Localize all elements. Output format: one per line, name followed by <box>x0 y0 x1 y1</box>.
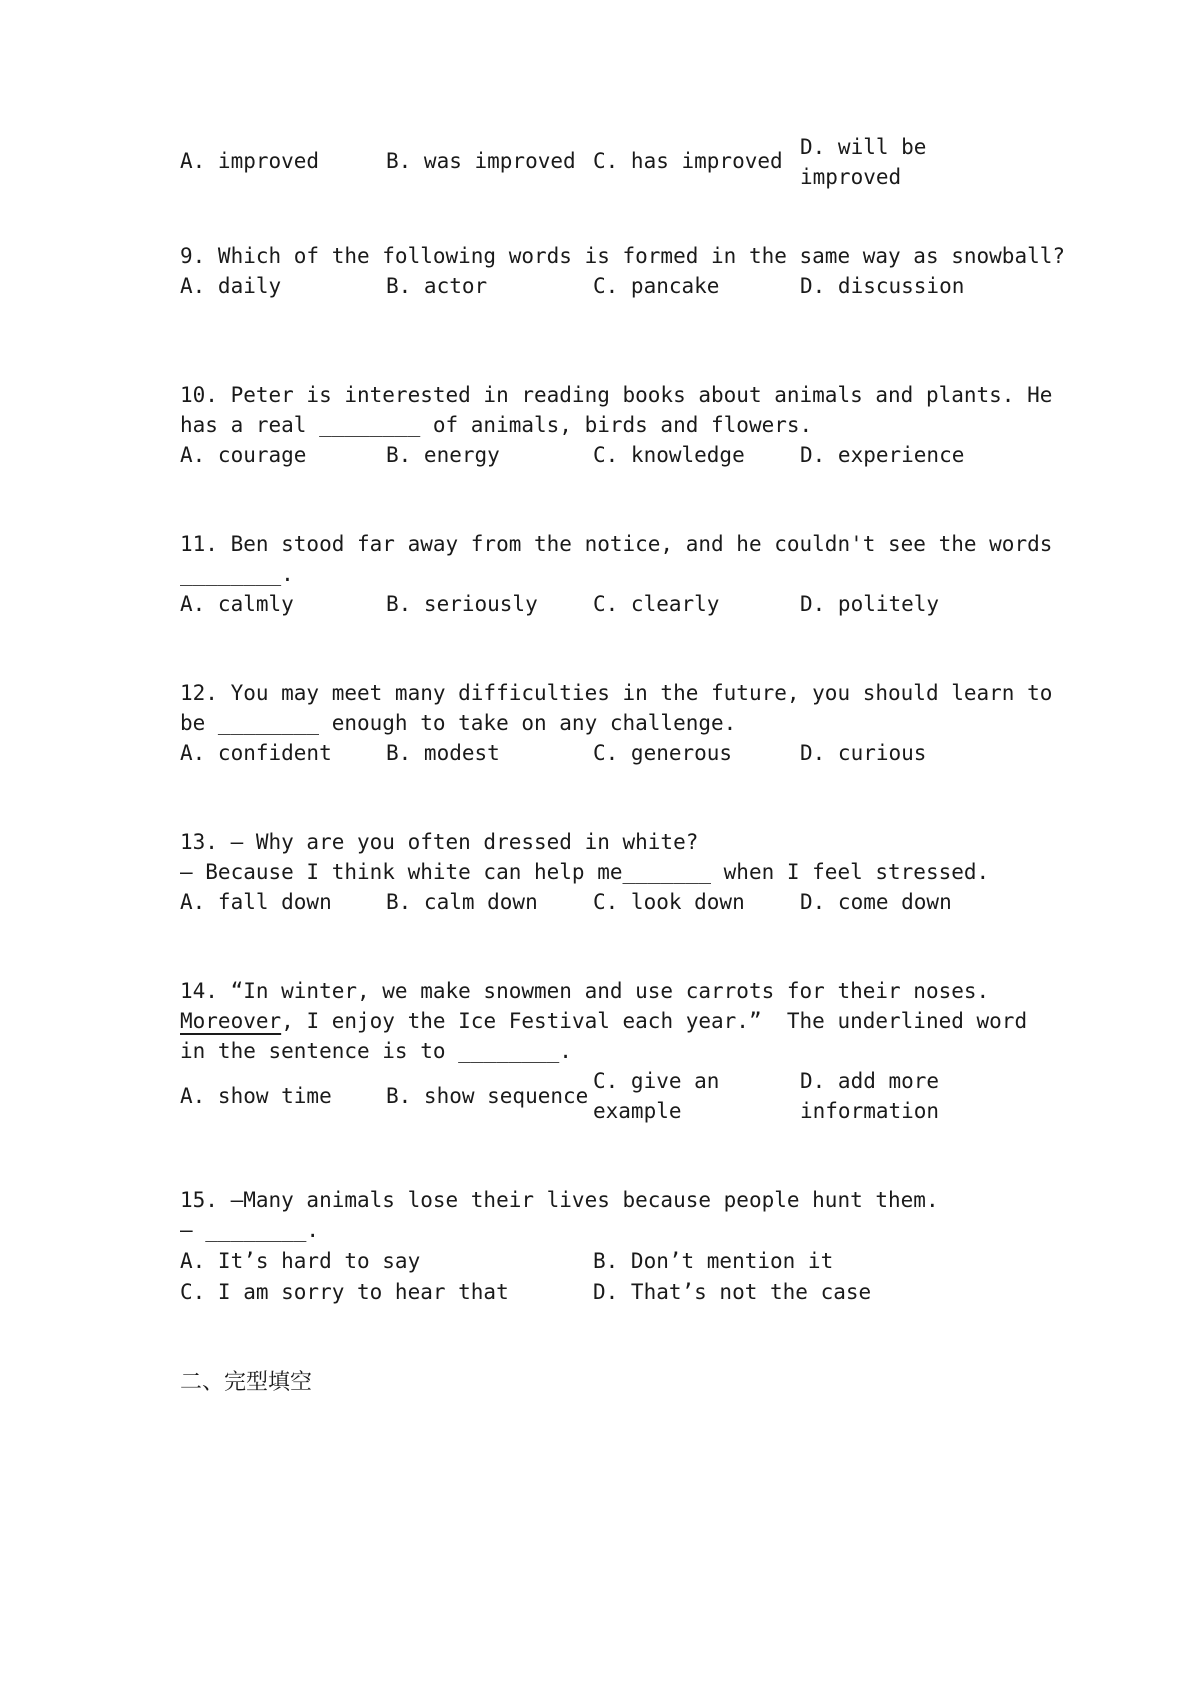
question-stem-line2: be ________ enough to take on any challenge. <box>180 711 737 735</box>
question-stem-line1: 14. “In winter, we make snowmen and use carrots for their noses. <box>180 979 990 1003</box>
option-a: A. calmly <box>180 592 294 616</box>
option-c: C. look down <box>593 890 745 914</box>
option-c: C. clearly <box>593 592 720 616</box>
question-stem-line1: 13. — Why are you often dressed in white? <box>180 830 699 854</box>
option-b: B. modest <box>386 741 500 765</box>
exam-page <box>180 0 1066 1684</box>
question-stem-line1: 10. Peter is interested in reading books about animals and plants. He <box>180 383 1053 407</box>
option-d: D. experience <box>800 443 965 467</box>
option-d-line1: D. will be <box>800 135 927 159</box>
option-d-line2: improved <box>800 165 902 189</box>
option-b: B. actor <box>386 274 488 298</box>
question-stem: 9. Which of the following words is formed in the same way as snowball? <box>180 244 1066 268</box>
option-b: B. seriously <box>386 592 538 616</box>
option-b: B. calm down <box>386 890 538 914</box>
section-heading-cloze: 二、完型填空 <box>180 1370 313 1395</box>
option-c-line1: C. give an <box>593 1069 720 1093</box>
question-stem-line1: 15. —Many animals lose their lives because people hunt them. <box>180 1188 939 1212</box>
stem-line2-rest: , I enjoy the Ice Festival each year.” The underlined word <box>281 1009 1028 1033</box>
option-a: A. courage <box>180 443 307 467</box>
option-c-line2: example <box>593 1099 682 1123</box>
option-d-line1: D. add more <box>800 1069 940 1093</box>
question-stem-line2: ________. <box>180 562 294 586</box>
underlined-word: Moreover <box>180 1009 282 1033</box>
option-b: B. energy <box>386 443 500 467</box>
option-c: C. knowledge <box>593 443 745 467</box>
question-stem-line3: in the sentence is to ________. <box>180 1039 572 1063</box>
question-stem-line2: — ________. <box>180 1218 320 1242</box>
option-d: D. politely <box>800 592 940 616</box>
question-stem-line2: — Because I think white can help me_______ when I feel stressed. <box>180 860 990 884</box>
option-c: C. generous <box>593 741 733 765</box>
option-b: B. Don’t mention it <box>593 1249 834 1273</box>
question-stem-line1: 11. Ben stood far away from the notice, and he couldn't see the words <box>180 532 1053 556</box>
option-c: C. pancake <box>593 274 720 298</box>
option-d: D. curious <box>800 741 927 765</box>
option-a: A. improved <box>180 149 320 173</box>
question-stem-line2: has a real ________ of animals, birds and flowers. <box>180 413 813 437</box>
option-a: A. fall down <box>180 890 332 914</box>
option-d: D. That’s not the case <box>593 1280 872 1304</box>
question-stem-line2 <box>180 1006 1027 1037</box>
option-c: C. has improved <box>593 149 783 173</box>
option-a: A. It’s hard to say <box>180 1249 421 1273</box>
option-d: D. come down <box>800 890 952 914</box>
option-a: A. show time <box>180 1084 332 1108</box>
option-b: B. show sequence <box>386 1084 589 1108</box>
option-d: D. discussion <box>800 274 965 298</box>
option-a: A. confident <box>180 741 332 765</box>
option-b: B. was improved <box>386 149 576 173</box>
option-d-line2: information <box>800 1099 940 1123</box>
option-a: A. daily <box>180 274 282 298</box>
option-c: C. I am sorry to hear that <box>180 1280 509 1304</box>
question-stem-line1: 12. You may meet many difficulties in the future, you should learn to <box>180 681 1053 705</box>
